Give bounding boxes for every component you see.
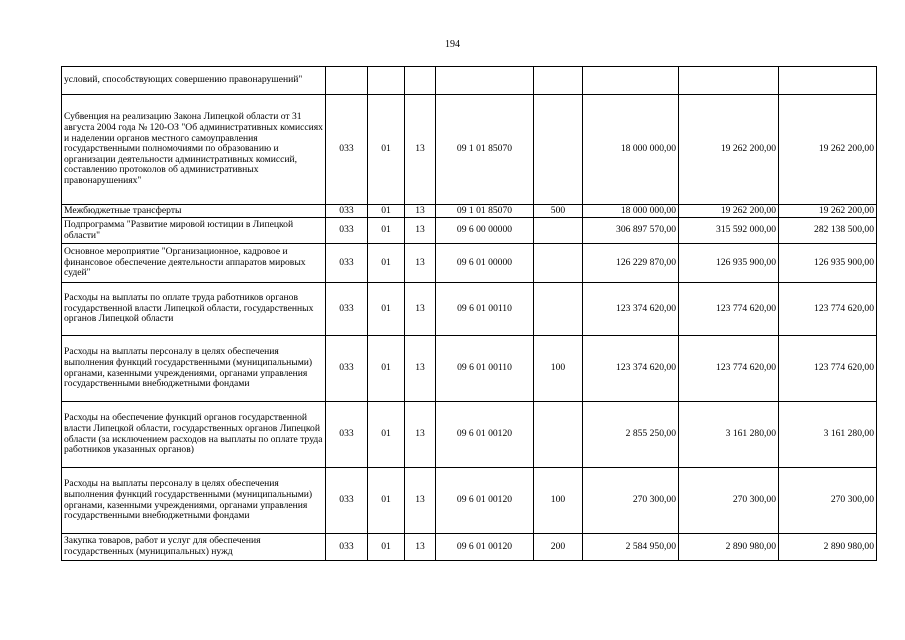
cell-name: Расходы на выплаты персоналу в целях обеспечения выполнения функций государственными (муниципальными) органами, казенными учреждениями, органами управления государственными внебюджетными фондами xyxy=(62,468,326,534)
table-row xyxy=(62,534,877,561)
cell-sum-year-2: 19 262 200,00 xyxy=(679,205,779,218)
table-row xyxy=(62,468,877,534)
cell-subsection xyxy=(405,67,436,95)
page-number: 194 xyxy=(445,39,460,50)
cell-expense-type xyxy=(534,244,583,283)
cell-target-code: 09 6 01 00000 xyxy=(436,244,534,283)
cell-name: Расходы на обеспечение функций органов государственной власти Липецкой области, государственных органов Липецкой области (за исключением расходов на выплаты по оплате труда работников указанных органов) xyxy=(62,402,326,468)
cell-section: 01 xyxy=(368,95,405,205)
cell-section: 01 xyxy=(368,534,405,561)
cell-subsection: 13 xyxy=(405,283,436,336)
cell-sum-year-1: 2 855 250,00 xyxy=(583,402,679,468)
table-row xyxy=(62,205,877,218)
cell-sum-year-2: 270 300,00 xyxy=(679,468,779,534)
cell-subsection: 13 xyxy=(405,244,436,283)
cell-sum-year-3: 19 262 200,00 xyxy=(779,205,877,218)
cell-sum-year-1: 18 000 000,00 xyxy=(583,95,679,205)
cell-section xyxy=(368,67,405,95)
cell-admin-code: 033 xyxy=(326,336,368,402)
cell-name: Закупка товаров, работ и услуг для обеспечения государственных (муниципальных) нужд xyxy=(62,534,326,561)
cell-sum-year-1: 2 584 950,00 xyxy=(583,534,679,561)
cell-name: условий, способствующих совершению правонарушений" xyxy=(62,67,326,95)
cell-name: Расходы на выплаты персоналу в целях обеспечения выполнения функций государственными (муниципальными) органами, казенными учреждениями, органами управления государственными внебюджетными фондами xyxy=(62,336,326,402)
cell-name: Субвенция на реализацию Закона Липецкой области от 31 августа 2004 года № 120-ОЗ "Об административных комиссиях и наделении органов местного самоуправления государственными полномочиями по образованию и организации деятельности административных комиссий, составлению протоколов об административных правонарушениях" xyxy=(62,95,326,205)
cell-admin-code: 033 xyxy=(326,95,368,205)
table-row xyxy=(62,283,877,336)
cell-sum-year-3: 123 774 620,00 xyxy=(779,336,877,402)
cell-target-code: 09 6 01 00120 xyxy=(436,468,534,534)
cell-admin-code: 033 xyxy=(326,468,368,534)
table-body xyxy=(62,67,877,561)
cell-target-code: 09 6 01 00110 xyxy=(436,283,534,336)
cell-section: 01 xyxy=(368,218,405,244)
table-row xyxy=(62,244,877,283)
cell-target-code: 09 6 01 00110 xyxy=(436,336,534,402)
cell-admin-code: 033 xyxy=(326,283,368,336)
cell-subsection: 13 xyxy=(405,218,436,244)
cell-sum-year-3: 270 300,00 xyxy=(779,468,877,534)
cell-expense-type: 200 xyxy=(534,534,583,561)
cell-sum-year-2: 126 935 900,00 xyxy=(679,244,779,283)
cell-admin-code xyxy=(326,67,368,95)
cell-section: 01 xyxy=(368,336,405,402)
cell-sum-year-2: 315 592 000,00 xyxy=(679,218,779,244)
cell-name: Межбюджетные трансферты xyxy=(62,205,326,218)
cell-sum-year-1 xyxy=(583,67,679,95)
cell-sum-year-3: 3 161 280,00 xyxy=(779,402,877,468)
cell-expense-type xyxy=(534,218,583,244)
cell-expense-type: 500 xyxy=(534,205,583,218)
cell-sum-year-2: 2 890 980,00 xyxy=(679,534,779,561)
cell-section: 01 xyxy=(368,205,405,218)
cell-section: 01 xyxy=(368,402,405,468)
cell-section: 01 xyxy=(368,244,405,283)
cell-target-code: 09 6 00 00000 xyxy=(436,218,534,244)
table-row xyxy=(62,402,877,468)
cell-target-code: 09 6 01 00120 xyxy=(436,402,534,468)
cell-sum-year-2: 123 774 620,00 xyxy=(679,283,779,336)
cell-admin-code: 033 xyxy=(326,244,368,283)
cell-sum-year-3: 123 774 620,00 xyxy=(779,283,877,336)
cell-sum-year-1: 18 000 000,00 xyxy=(583,205,679,218)
cell-sum-year-2: 123 774 620,00 xyxy=(679,336,779,402)
cell-sum-year-2: 3 161 280,00 xyxy=(679,402,779,468)
cell-sum-year-1: 270 300,00 xyxy=(583,468,679,534)
budget-table xyxy=(61,66,877,561)
cell-expense-type: 100 xyxy=(534,468,583,534)
cell-sum-year-3: 2 890 980,00 xyxy=(779,534,877,561)
cell-expense-type xyxy=(534,67,583,95)
cell-target-code: 09 1 01 85070 xyxy=(436,95,534,205)
cell-target-code: 09 6 01 00120 xyxy=(436,534,534,561)
table-row xyxy=(62,336,877,402)
table-row xyxy=(62,218,877,244)
cell-sum-year-1: 306 897 570,00 xyxy=(583,218,679,244)
cell-sum-year-1: 126 229 870,00 xyxy=(583,244,679,283)
cell-subsection: 13 xyxy=(405,402,436,468)
cell-name: Расходы на выплаты по оплате труда работников органов государственной власти Липецкой области, государственных органов Липецкой области xyxy=(62,283,326,336)
cell-section: 01 xyxy=(368,468,405,534)
cell-admin-code: 033 xyxy=(326,218,368,244)
cell-sum-year-3: 126 935 900,00 xyxy=(779,244,877,283)
table-row xyxy=(62,67,877,95)
cell-admin-code: 033 xyxy=(326,205,368,218)
cell-expense-type xyxy=(534,402,583,468)
cell-subsection: 13 xyxy=(405,336,436,402)
cell-sum-year-2: 19 262 200,00 xyxy=(679,95,779,205)
cell-name: Основное мероприятие "Организационное, кадровое и финансовое обеспечение деятельности аппаратов мировых судей" xyxy=(62,244,326,283)
cell-expense-type xyxy=(534,95,583,205)
cell-admin-code: 033 xyxy=(326,534,368,561)
cell-target-code xyxy=(436,67,534,95)
cell-sum-year-2 xyxy=(679,67,779,95)
table-row xyxy=(62,95,877,205)
cell-admin-code: 033 xyxy=(326,402,368,468)
cell-subsection: 13 xyxy=(405,534,436,561)
cell-sum-year-3: 282 138 500,00 xyxy=(779,218,877,244)
cell-sum-year-1: 123 374 620,00 xyxy=(583,283,679,336)
cell-expense-type xyxy=(534,283,583,336)
cell-subsection: 13 xyxy=(405,468,436,534)
cell-name: Подпрограмма "Развитие мировой юстиции в Липецкой области" xyxy=(62,218,326,244)
cell-subsection: 13 xyxy=(405,205,436,218)
cell-expense-type: 100 xyxy=(534,336,583,402)
cell-sum-year-1: 123 374 620,00 xyxy=(583,336,679,402)
cell-subsection: 13 xyxy=(405,95,436,205)
cell-section: 01 xyxy=(368,283,405,336)
cell-sum-year-3: 19 262 200,00 xyxy=(779,95,877,205)
cell-sum-year-3 xyxy=(779,67,877,95)
cell-target-code: 09 1 01 85070 xyxy=(436,205,534,218)
